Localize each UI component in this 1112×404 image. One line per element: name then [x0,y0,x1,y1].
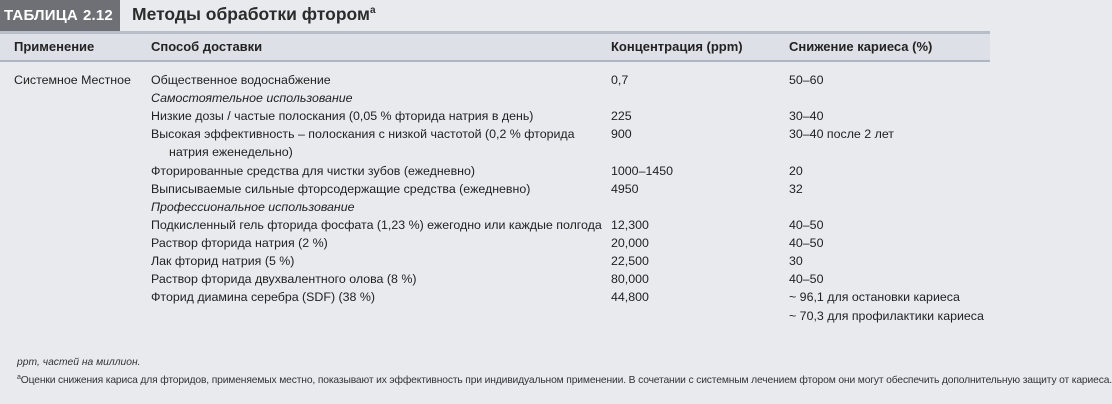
table-header [0,0,990,33]
section-heading-professional-use: Профессиональное использование [151,200,355,214]
method-cell: Раствор фторида двухвалентного олова (8 %) [151,272,417,286]
header-divider [0,60,990,62]
footnote-a [17,374,1112,386]
concentration-cell: 44,800 [611,290,649,304]
footnote-a-mark: a [17,374,21,381]
column-header-delivery: Способ доставки [151,39,263,54]
method-cell: Низкие дозы / частые полоскания (0,05 % фторида натрия в день) [151,109,534,123]
column-header-application: Применение [14,39,95,54]
section-heading-self-use: Самостоятельное использование [151,91,353,105]
table-title-text: Методы обработки фтором [132,4,370,24]
reduction-cell: 30 [789,254,803,268]
reduction-cell: 30–40 после 2 лет [789,127,894,141]
reduction-cell: ~ 70,3 для профилактики кариеса [789,309,984,323]
method-cell: Подкисленный гель фторида фосфата (1,23 %) ежегодно или каждые полгода [151,218,602,232]
column-header-reduction: Снижение кариеса (%) [789,39,933,54]
concentration-cell: 4950 [611,182,639,196]
column-header-concentration: Концентрация (ppm) [611,39,743,54]
reduction-cell: 40–50 [789,236,824,250]
method-cell: Лак фторид натрия (5 %) [151,254,295,268]
footnote-a-text: Оценки снижения кариса для фторидов, применяемых местно, показывают их эффективность при индивидуальном применении. В сочетании с системным лечением фтором они могут обеспечить дополнительную защиту от кариеса. [20,375,1112,386]
method-cell-continuation: натрия еженедельно) [169,145,293,159]
method-cell: Фторид диамина серебра (SDF) (38 %) [151,290,376,304]
column-header-row [0,34,990,60]
concentration-cell: 0,7 [611,73,629,87]
footnote-ppm: ppm, частей на миллион. [17,357,141,368]
method-cell: Раствор фторида натрия (2 %) [151,236,328,250]
reduction-cell: 32 [789,182,803,196]
concentration-cell: 22,500 [611,254,649,268]
title-footnote-mark: a [369,5,376,16]
concentration-cell: 900 [611,127,632,141]
application-cell: Системное Местное [14,73,131,87]
concentration-cell: 225 [611,109,632,123]
reduction-cell: 20 [789,164,803,178]
reduction-cell: 50–60 [789,73,824,87]
method-cell: Фторированные средства для чистки зубов (ежедневно) [151,164,476,178]
reduction-cell: 40–50 [789,272,824,286]
reduction-cell: 40–50 [789,218,824,232]
concentration-cell: 1000–1450 [611,164,674,178]
table-number-tag [0,0,120,31]
reduction-cell: ~ 96,1 для остановки кариеса [789,290,960,304]
table-tag-label: ТАБЛИЦА [4,7,78,24]
table-tag-number: 2.12 [82,7,113,24]
table-title [132,4,376,28]
concentration-cell: 20,000 [611,236,649,250]
reduction-cell: 30–40 [789,109,824,123]
concentration-cell: 12,300 [611,218,649,232]
method-cell: Выписываемые сильные фторсодержащие средства (ежедневно) [151,182,531,196]
method-cell: Высокая эффективность – полоскания с низкой частотой (0,2 % фторида [151,127,575,141]
method-cell: Общественное водоснабжение [151,73,331,87]
concentration-cell: 80,000 [611,272,649,286]
